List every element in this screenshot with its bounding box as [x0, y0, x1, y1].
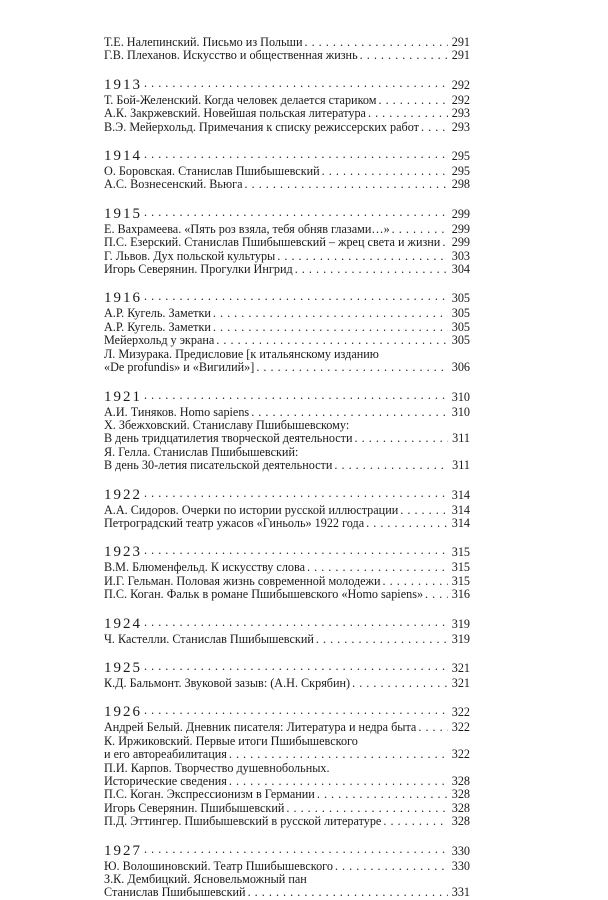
toc-section	[104, 616, 470, 646]
toc-entry	[104, 178, 470, 191]
toc-section	[104, 660, 470, 690]
dot-leader	[286, 802, 448, 815]
entry-title: А.Р. Кугель. Заметки	[104, 306, 211, 321]
year-heading	[104, 206, 470, 223]
entry-title: А.С. Вознесенский. Вьюга	[104, 177, 243, 192]
toc-entry-line: Х. Збежховский. Станиславу Пшибышевскому:	[104, 417, 350, 432]
section-gap	[104, 530, 470, 544]
entry-title: К.Д. Бальмонт. Звуковой зазыв: (А.Н. Скрябин)	[104, 675, 351, 690]
page-number: 311	[452, 431, 470, 446]
toc-entry	[104, 36, 470, 49]
page-number: 328	[451, 774, 470, 788]
page-number: 310	[451, 389, 470, 404]
entry-title: Ю. Волошиновский. Театр Пшибышевского	[104, 858, 333, 873]
toc-entry	[104, 775, 470, 788]
page-number: 293	[451, 106, 470, 121]
dot-leader	[366, 517, 448, 530]
toc-entry	[104, 165, 470, 178]
toc-entry	[104, 321, 470, 334]
dot-leader	[400, 504, 448, 517]
page-number: 304	[451, 262, 470, 277]
dot-leader	[213, 321, 448, 334]
page-number: 315	[451, 545, 470, 560]
year-label: 1922	[104, 486, 142, 503]
page-number: 316	[451, 587, 470, 602]
page-number: 299	[451, 235, 470, 250]
page-number: 321	[451, 660, 470, 675]
toc-section	[104, 77, 470, 134]
page-number: 319	[451, 631, 470, 646]
dot-leader	[144, 618, 448, 631]
toc-section	[104, 843, 470, 900]
year-label: 1927	[104, 842, 142, 859]
toc-entry	[104, 236, 470, 249]
entry-title: А.А. Сидоров. Очерки по истории русской иллюстрации	[104, 502, 399, 517]
toc-entry	[104, 504, 470, 517]
dot-leader	[144, 662, 448, 675]
dot-leader	[144, 391, 448, 404]
section-gap	[104, 829, 470, 843]
dot-leader	[295, 263, 448, 276]
section-gap	[104, 192, 470, 206]
entry-title: П.Д. Эттингер. Пшибышевский в русской литературе	[104, 814, 382, 829]
dot-leader	[425, 588, 448, 601]
toc-entry-line: П.И. Карпов. Творчество душевнобольных.	[104, 760, 330, 775]
year-label: 1924	[104, 615, 142, 632]
page-number: 328	[451, 800, 470, 815]
page-number: 292	[451, 92, 470, 107]
dot-leader	[144, 489, 448, 502]
section-gap	[104, 646, 470, 660]
section-gap	[104, 134, 470, 148]
page-number: 322	[451, 720, 470, 735]
toc-section	[104, 487, 470, 531]
entry-title: Г.В. Плеханов. Искусство и общественная жизнь	[104, 48, 358, 63]
entry-title: И.Г. Гельман. Половая жизнь современной молодежи	[104, 573, 381, 588]
dot-leader	[378, 94, 448, 107]
toc-entry	[104, 307, 470, 320]
toc-entry	[104, 575, 470, 588]
page-number: 314	[451, 487, 470, 502]
entry-title: Игорь Северянин. Пшибышевский	[104, 800, 285, 815]
year-heading	[104, 148, 470, 165]
section-gap	[104, 473, 470, 487]
dot-leader	[144, 150, 448, 163]
entry-title: Т.Е. Налепинский. Письмо из Польши	[104, 35, 303, 49]
entry-title: В день 30-летия писательской деятельности	[104, 458, 333, 473]
toc-entry	[104, 633, 470, 646]
entry-title: Петроградский театр ужасов «Гиньоль» 1922 года	[104, 515, 365, 530]
dot-leader	[442, 236, 448, 249]
toc-entry	[104, 49, 470, 62]
toc-section	[104, 148, 470, 192]
page-number: 295	[451, 164, 470, 179]
dot-leader	[256, 361, 448, 374]
dot-leader	[144, 208, 448, 221]
entry-title: А.Р. Кугель. Заметки	[104, 319, 211, 334]
dot-leader	[144, 292, 448, 305]
dot-leader	[213, 307, 448, 320]
page-number: 330	[451, 843, 470, 858]
page-number: 299	[451, 221, 470, 236]
year-label: 1914	[104, 148, 142, 165]
year-heading	[104, 290, 470, 307]
toc-entry	[104, 588, 470, 601]
page-number: 303	[451, 248, 470, 263]
entry-title: Станислав Пшибышевский	[104, 885, 246, 900]
toc-entry	[104, 250, 470, 263]
page-number: 305	[451, 306, 470, 321]
toc-entry-line: З.К. Дембицкий. Ясновельможный пан	[104, 872, 307, 887]
page-number: 305	[451, 291, 470, 306]
toc-section	[104, 290, 470, 374]
toc-entry-line: К. Иржиковский. Первые итоги Пшибышевского	[104, 733, 358, 748]
entry-title: П.С. Коган. Фальк в романе Пшибышевского «Homo sapiens»	[104, 587, 424, 602]
dot-leader	[229, 775, 448, 788]
year-label: 1915	[104, 205, 142, 222]
dot-leader	[418, 721, 448, 734]
page-number: 298	[451, 177, 470, 192]
toc-entry	[104, 561, 470, 574]
entry-title: В день тридцатилетия творческой деятельности	[104, 431, 353, 446]
dot-leader	[144, 79, 448, 92]
dot-leader	[392, 223, 448, 236]
toc-entry	[104, 107, 470, 120]
year-label: 1923	[104, 544, 142, 561]
year-heading	[104, 843, 470, 860]
toc-entry	[104, 860, 470, 873]
dot-leader	[360, 49, 448, 62]
dot-leader	[421, 121, 448, 134]
entry-title: «De profundis» и «Вигилий»]	[104, 360, 255, 375]
page-number: 305	[451, 333, 470, 348]
section-gap	[104, 602, 470, 616]
toc-entry	[104, 432, 470, 445]
page-number: 330	[451, 858, 470, 873]
dot-leader	[216, 334, 448, 347]
dot-leader	[383, 575, 449, 588]
table-of-contents	[104, 36, 470, 900]
toc-entry	[104, 223, 470, 236]
entry-title: и его автореабилитация	[104, 747, 227, 762]
toc-entry	[104, 748, 470, 761]
toc-entry	[104, 886, 470, 899]
entry-title: В.М. Блюменфельд. К искусству слова	[104, 560, 306, 575]
page-number: 299	[451, 206, 470, 221]
page-number: 295	[451, 149, 470, 164]
dot-leader	[307, 561, 448, 574]
toc-entry	[104, 121, 470, 134]
entry-title: А.К. Закржевский. Новейшая польская литература	[104, 106, 366, 121]
page-number: 292	[451, 77, 470, 92]
page-number: 328	[451, 814, 470, 829]
page-number: 315	[451, 560, 470, 575]
section-gap	[104, 276, 470, 290]
entry-title: В.Э. Мейерхольд. Примечания к списку режиссерских работ	[104, 119, 419, 134]
section-gap	[104, 375, 470, 389]
year-heading	[104, 704, 470, 721]
toc-entry	[104, 517, 470, 530]
page-number: 331	[451, 885, 470, 900]
toc-section	[104, 36, 470, 63]
entry-title: О. Боровская. Станислав Пшибышевский	[104, 164, 320, 179]
year-label: 1913	[104, 76, 142, 93]
toc-entry	[104, 406, 470, 419]
year-label: 1921	[104, 388, 142, 405]
toc-entry	[104, 721, 470, 734]
year-heading	[104, 487, 470, 504]
page-number: 305	[451, 319, 470, 334]
year-heading	[104, 389, 470, 406]
toc-entry-line: Л. Мизурака. Предисловие [к итальянскому изданию	[104, 346, 379, 361]
dot-leader	[355, 432, 448, 445]
year-heading	[104, 660, 470, 677]
dot-leader	[368, 107, 448, 120]
page-number: 311	[452, 458, 470, 473]
dot-leader	[322, 165, 448, 178]
dot-leader	[251, 406, 448, 419]
dot-leader	[334, 459, 448, 472]
entry-title: Ч. Кастелли. Станислав Пшибышевский	[104, 631, 314, 646]
page-number: 319	[451, 616, 470, 631]
entry-title: А.И. Тиняков. Homo sapiens	[104, 404, 250, 419]
dot-leader	[304, 36, 448, 49]
toc-entry	[104, 263, 470, 276]
page-number: 293	[451, 119, 470, 134]
page-number: 315	[451, 573, 470, 588]
year-label: 1926	[104, 704, 142, 721]
dot-leader	[245, 178, 448, 191]
toc-entry	[104, 788, 470, 801]
page-number: 314	[451, 515, 470, 530]
dot-leader	[277, 250, 448, 263]
dot-leader	[335, 860, 448, 873]
toc-entry	[104, 459, 470, 472]
year-heading	[104, 544, 470, 561]
section-gap	[104, 690, 470, 704]
toc-entry	[104, 815, 470, 828]
dot-leader	[317, 788, 448, 801]
toc-entry	[104, 334, 470, 347]
dot-leader	[316, 633, 448, 646]
dot-leader	[229, 748, 448, 761]
dot-leader	[144, 706, 448, 719]
page-number: 291	[451, 48, 470, 63]
entry-title: Т. Бой-Желенский. Когда человек делается стариком	[104, 92, 377, 107]
page-number: 322	[451, 747, 470, 762]
dot-leader	[352, 677, 448, 690]
year-label: 1916	[104, 290, 142, 307]
dot-leader	[248, 886, 448, 899]
toc-entry-line: Я. Гелла. Станислав Пшибышевский:	[104, 444, 299, 459]
entry-title: Игорь Северянин. Прогулки Ингрид	[104, 262, 293, 277]
entry-title: П.С. Коган. Экспрессионизм в Германии	[104, 787, 315, 802]
page-number: 310	[451, 404, 470, 419]
entry-title: П.С. Езерский. Станислав Пшибышевский – жрец света и жизни	[104, 235, 441, 250]
page-number: 291	[451, 35, 470, 49]
year-label: 1925	[104, 659, 142, 676]
page-number: 321	[451, 675, 470, 690]
page-number: 322	[451, 705, 470, 720]
page-number: 306	[451, 360, 470, 375]
dot-leader	[144, 845, 448, 858]
toc-section	[104, 704, 470, 828]
section-gap	[104, 63, 470, 77]
entry-title: Исторические сведения	[104, 774, 227, 788]
entry-title: Андрей Белый. Дневник писателя: Литература и недра быта	[104, 720, 417, 735]
entry-title: Г. Львов. Дух польской культуры	[104, 248, 276, 263]
dot-leader	[144, 546, 448, 559]
dot-leader	[383, 815, 448, 828]
page-number: 314	[451, 502, 470, 517]
year-heading	[104, 616, 470, 633]
toc-entry	[104, 94, 470, 107]
toc-section	[104, 544, 470, 601]
toc-section	[104, 389, 470, 473]
year-heading	[104, 77, 470, 94]
toc-entry	[104, 677, 470, 690]
toc-entry	[104, 802, 470, 815]
page-number: 328	[451, 787, 470, 802]
entry-title: Е. Вахрамеева. «Пять роз взяла, тебя обняв глазами…»	[104, 221, 390, 236]
toc-entry	[104, 361, 470, 374]
toc-section	[104, 206, 470, 277]
entry-title: Мейерхольд у экрана	[104, 333, 215, 348]
